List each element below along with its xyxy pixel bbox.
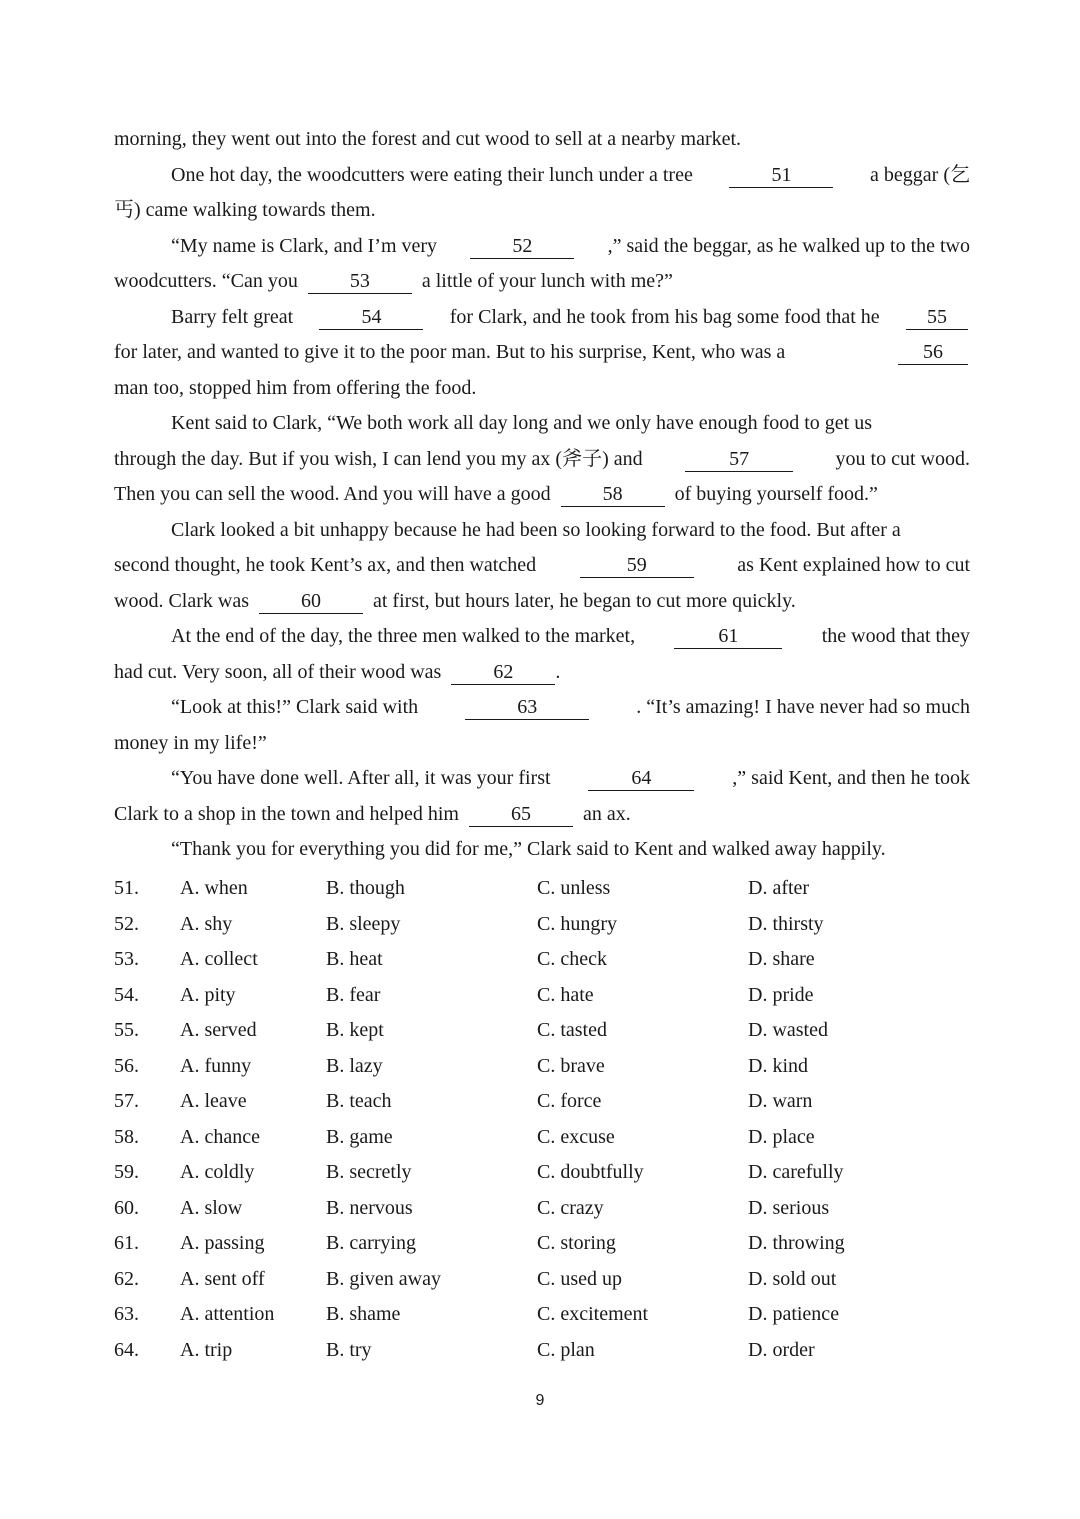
passage-text: . [555,660,561,683]
passage-text: for Clark, and he took from his bag some food that he [449,305,880,328]
passage-text: Clark looked a bit unhappy because he had been so looking forward to the food. But after a [171,518,901,541]
option-row [114,1049,974,1085]
passage-text: wood. Clark was [114,589,249,612]
option-c: C. excuse [537,1125,615,1148]
passage-text: At the end of the day, the three men walked to the market, [171,625,636,647]
option-row [114,942,974,978]
option-a: A. chance [180,1125,260,1148]
blank-59: 59 [580,553,694,578]
passage-text: Clark to a shop in the town and helped him [114,802,459,825]
option-b: B. fear [326,983,381,1006]
question-number: 56. [114,1054,139,1077]
option-a: A. served [180,1019,257,1041]
option-b: B. heat [326,948,383,970]
option-c: C. check [537,948,607,970]
passage-text: “Look at this!” Clark said with [171,696,419,718]
option-a: A. when [180,877,248,899]
passage-text: you to cut wood. [835,447,970,470]
option-d: D. thirsty [748,912,824,935]
question-number: 61. [114,1232,139,1254]
passage-line [114,300,970,336]
passage-line [114,584,970,620]
passage-text: ,” said the beggar, as he walked up to the two [607,234,970,257]
option-c: C. storing [537,1232,616,1254]
passage-line [114,619,970,655]
passage-line [114,655,970,691]
passage-text: man too, stopped him from offering the food. [114,376,477,399]
option-d: D. throwing [748,1232,845,1254]
blank-51: 51 [729,163,833,188]
question-number: 52. [114,912,139,935]
option-d: D. share [748,948,815,970]
option-row [114,1333,974,1369]
option-b: B. secretly [326,1161,412,1183]
option-row [114,1191,974,1227]
question-number: 60. [114,1196,139,1219]
passage-text: “My name is Clark, and I’m very [171,234,438,257]
passage-line [114,264,970,300]
option-a: A. attention [180,1303,275,1325]
blank-52: 52 [470,234,574,259]
option-d: D. place [748,1125,815,1148]
question-number: 62. [114,1267,139,1290]
option-c: C. plan [537,1338,595,1361]
question-number: 63. [114,1303,139,1325]
passage-line [114,832,970,868]
option-b: B. sleepy [326,912,401,935]
passage-line [114,477,970,513]
passage-text: a little of your lunch with me?” [421,270,673,292]
option-c: C. brave [537,1054,605,1077]
passage-text: money in my life!” [114,731,267,754]
blank-58: 58 [561,482,665,507]
passage-line [114,335,970,371]
option-a: A. collect [180,948,258,970]
passage-text: as Kent explained how to cut [737,554,970,576]
blank-55: 55 [906,305,968,330]
passage-line [114,690,970,726]
question-number: 53. [114,948,139,970]
option-c: C. excitement [537,1303,649,1325]
option-a: A. pity [180,983,236,1006]
option-d: D. kind [748,1054,808,1077]
blank-62: 62 [451,660,555,685]
passage-text: . “It’s amazing! I have never had so much [636,696,970,718]
option-b: B. lazy [326,1054,383,1077]
option-a: A. sent off [180,1267,265,1290]
option-row [114,907,974,943]
option-b: B. carrying [326,1232,416,1254]
option-c: C. crazy [537,1196,604,1219]
passage-line [114,548,970,584]
passage-text: Then you can sell the wood. And you will have a good [114,483,551,505]
option-b: B. game [326,1125,393,1148]
passage-line [114,229,970,265]
option-row [114,1120,974,1156]
answer-options [114,871,974,1368]
option-b: B. shame [326,1303,401,1325]
option-d: D. patience [748,1303,840,1325]
option-b: B. try [326,1338,372,1361]
option-d: D. order [748,1338,815,1361]
passage-text: One hot day, the woodcutters were eating their lunch under a tree [171,163,693,186]
option-c: C. tasted [537,1019,607,1041]
blank-56: 56 [898,340,968,365]
option-a: A. shy [180,912,233,935]
option-c: C. doubtfully [537,1161,644,1183]
option-row [114,871,974,907]
option-b: B. given away [326,1267,441,1290]
blank-54: 54 [319,305,423,330]
passage-text: an ax. [582,802,631,825]
option-d: D. pride [748,983,814,1006]
passage-line [114,761,970,797]
question-number: 57. [114,1090,139,1112]
option-a: A. leave [180,1090,247,1112]
question-number: 64. [114,1338,139,1361]
option-b: B. kept [326,1019,384,1041]
passage-text: for later, and wanted to give it to the poor man. But to his surprise, Kent, who was a [114,341,786,363]
question-number: 51. [114,877,139,899]
blank-64: 64 [588,766,694,791]
option-row [114,1226,974,1262]
option-a: A. trip [180,1338,233,1361]
passage-text: had cut. Very soon, all of their wood was [114,660,442,683]
question-number: 59. [114,1161,139,1183]
option-a: A. passing [180,1232,265,1254]
passage-line [114,122,970,158]
passage-line [114,406,970,442]
passage-line [114,158,970,194]
option-row [114,978,974,1014]
passage-line [114,797,970,833]
option-row [114,1297,974,1333]
passage-text: the wood that they [821,625,970,647]
passage-line [114,442,970,478]
page-number: 9 [535,1392,545,1409]
option-row [114,1155,974,1191]
option-d: D. carefully [748,1161,844,1183]
passage-text: morning, they went out into the forest and cut wood to sell at a nearby market. [114,128,742,150]
option-d: D. sold out [748,1267,837,1290]
option-a: A. funny [180,1054,252,1077]
blank-63: 63 [465,695,589,720]
passage-line [114,726,970,762]
question-number: 58. [114,1125,139,1148]
passage-text: Barry felt great [171,305,294,328]
blank-60: 60 [259,589,363,614]
option-c: C. hate [537,983,594,1006]
passage-line [114,371,970,407]
option-a: A. coldly [180,1161,255,1183]
option-c: C. used up [537,1267,622,1290]
question-number: 55. [114,1019,139,1041]
passage-text: second thought, he took Kent’s ax, and then watched [114,554,537,576]
question-number: 54. [114,983,139,1006]
option-d: D. serious [748,1196,830,1219]
option-row [114,1084,974,1120]
blank-53: 53 [308,269,412,294]
cloze-passage [114,122,970,868]
passage-text: at first, but hours later, he began to cut more quickly. [372,589,796,612]
option-row [114,1013,974,1049]
passage-text: woodcutters. “Can you [114,270,298,292]
passage-text: of buying yourself food.” [674,483,878,505]
passage-text: Kent said to Clark, “We both work all day long and we only have enough food to get us [171,412,873,434]
option-b: B. though [326,877,405,899]
option-d: D. after [748,877,810,899]
option-a: A. slow [180,1196,243,1219]
blank-61: 61 [674,624,782,649]
passage-line [114,513,970,549]
option-c: C. unless [537,877,611,899]
passage-text: through the day. But if you wish, I can lend you my ax (斧子) and [114,447,643,470]
passage-text: “Thank you for everything you did for me,” Clark said to Kent and walked away happily. [171,838,886,860]
passage-text: ,” said Kent, and then he took [732,767,970,789]
option-d: D. warn [748,1090,813,1112]
blank-57: 57 [685,447,793,472]
passage-line [114,193,970,229]
option-b: B. teach [326,1090,392,1112]
passage-text: a beggar (乞 [870,163,970,186]
passage-text: 丐) came walking towards them. [114,199,376,221]
option-row [114,1262,974,1298]
option-c: C. hungry [537,912,617,935]
blank-65: 65 [469,802,573,827]
passage-text: “You have done well. After all, it was your first [171,767,551,789]
option-d: D. wasted [748,1019,828,1041]
option-b: B. nervous [326,1196,413,1219]
option-c: C. force [537,1090,602,1112]
